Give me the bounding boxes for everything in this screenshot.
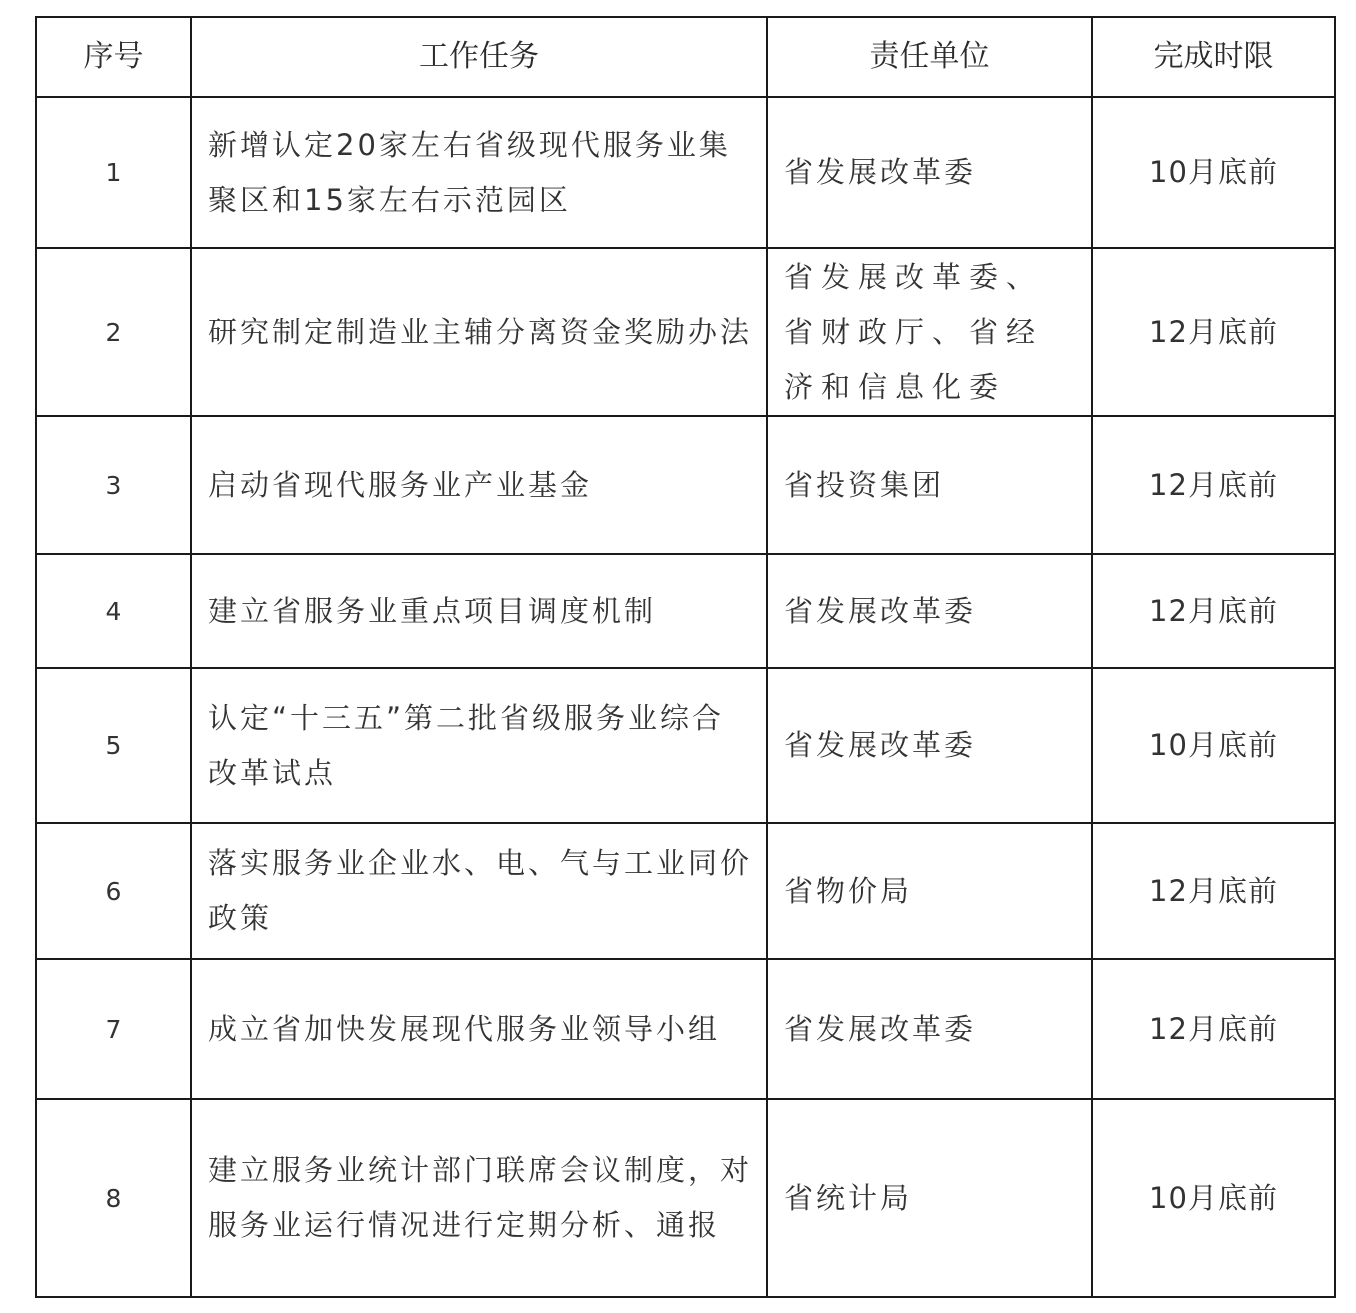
row-unit: 省发展改革委、省财政厅、省经济和信息化委 <box>767 248 1092 416</box>
row-unit: 省物价局 <box>767 823 1092 959</box>
row-unit: 省发展改革委 <box>767 97 1092 248</box>
row-deadline: 10月底前 <box>1092 1099 1335 1297</box>
row-number: 1 <box>36 97 191 248</box>
row-task: 认定“十三五”第二批省级服务业综合改革试点 <box>191 668 767 823</box>
table-row <box>36 668 1335 823</box>
row-task: 建立省服务业重点项目调度机制 <box>191 554 767 668</box>
header-row <box>36 17 1335 97</box>
row-task: 建立服务业统计部门联席会议制度，对服务业运行情况进行定期分析、通报 <box>191 1099 767 1297</box>
header-deadline: 完成时限 <box>1092 17 1335 97</box>
row-unit: 省发展改革委 <box>767 668 1092 823</box>
task-table <box>35 16 1336 1298</box>
header-task: 工作任务 <box>191 17 767 97</box>
row-task: 新增认定20家左右省级现代服务业集聚区和15家左右示范园区 <box>191 97 767 248</box>
row-deadline: 12月底前 <box>1092 248 1335 416</box>
table-row <box>36 248 1335 416</box>
row-number: 8 <box>36 1099 191 1297</box>
header-number: 序号 <box>36 17 191 97</box>
row-number: 3 <box>36 416 191 554</box>
table-row <box>36 959 1335 1099</box>
row-deadline: 12月底前 <box>1092 416 1335 554</box>
row-task: 研究制定制造业主辅分离资金奖励办法 <box>191 248 767 416</box>
row-unit: 省发展改革委 <box>767 554 1092 668</box>
row-deadline: 10月底前 <box>1092 97 1335 248</box>
row-deadline: 10月底前 <box>1092 668 1335 823</box>
row-number: 5 <box>36 668 191 823</box>
row-number: 6 <box>36 823 191 959</box>
row-deadline: 12月底前 <box>1092 959 1335 1099</box>
row-unit: 省投资集团 <box>767 416 1092 554</box>
table-row <box>36 97 1335 248</box>
row-unit: 省统计局 <box>767 1099 1092 1297</box>
header-unit: 责任单位 <box>767 17 1092 97</box>
row-task: 成立省加快发展现代服务业领导小组 <box>191 959 767 1099</box>
row-number: 7 <box>36 959 191 1099</box>
row-number: 4 <box>36 554 191 668</box>
row-number: 2 <box>36 248 191 416</box>
table-row <box>36 554 1335 668</box>
row-task: 启动省现代服务业产业基金 <box>191 416 767 554</box>
row-deadline: 12月底前 <box>1092 823 1335 959</box>
table-row <box>36 823 1335 959</box>
row-unit: 省发展改革委 <box>767 959 1092 1099</box>
table-row <box>36 1099 1335 1297</box>
row-task: 落实服务业企业水、电、气与工业同价政策 <box>191 823 767 959</box>
table-row <box>36 416 1335 554</box>
row-deadline: 12月底前 <box>1092 554 1335 668</box>
